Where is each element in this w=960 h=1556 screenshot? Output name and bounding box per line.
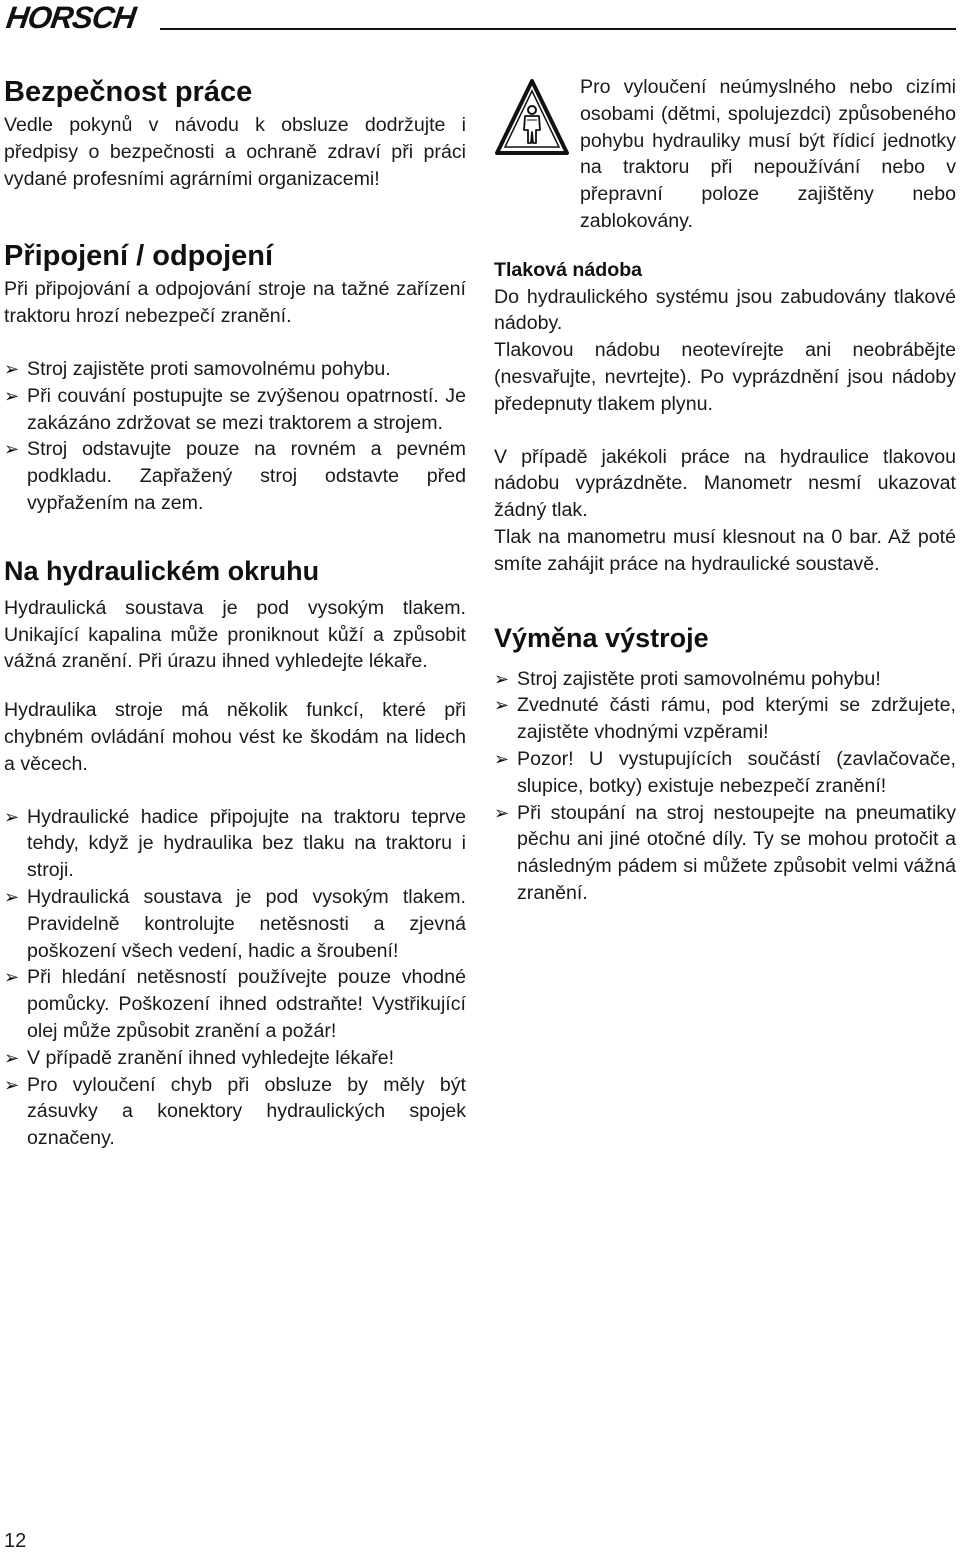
arrow-bullet-icon: ➢ (494, 748, 510, 769)
pressure-text-4: Tlak na manometru musí klesnout na 0 bar. Až poté smíte zahájit práce na hydraulické soustavě. (494, 525, 956, 575)
hydraulic-text-1: Hydraulická soustava je pod vysokým tlakem. Unikající kapalina může proniknout kůží a způsobit vážná zranění. Při úrazu ihned vyhledejte lékaře. (4, 596, 466, 673)
left-column (4, 70, 466, 1152)
pressure-vessel-title: Tlaková nádoba (494, 258, 643, 281)
parts-list (494, 666, 956, 907)
list-item: ➢ Při stoupání na stroj nestoupejte na pneumatiky pěchu ani jiné otočné díly. Ty se mohou protočit a následným pádem si můžete způsobit velmi vážná zranění. (494, 801, 956, 904)
arrow-bullet-icon: ➢ (4, 1074, 20, 1095)
list-item: ➢ V případě zranění ihned vyhledejte lékaře! (4, 1045, 466, 1072)
arrow-bullet-icon: ➢ (494, 802, 510, 823)
safety-title: Bezpečnost práce (4, 76, 253, 108)
list-item: ➢ Pro vyloučení chyb při obsluze by měly být zásuvky a konektory hydraulických spojek označeny. (4, 1073, 466, 1150)
pressure-text-2: Tlakovou nádobu neotevírejte ani neobrábějte (nesvařujte, nevrtejte). Po vyprázdnění jsou nádoby předepnuty tlakem plynu. (494, 339, 956, 415)
hydraulic-text-2: Hydraulika stroje má několik funkcí, které při chybném ovládání mohou vést ke škodám na lidech a věcech. (4, 699, 466, 775)
right-column (494, 70, 956, 907)
warning-block (494, 74, 956, 235)
page-number: 12 (4, 1530, 27, 1552)
list-item: ➢ Stroj odstavujte pouze na rovném a pevném podkladu. Zapřažený stroj odstavte před vypřažením na zem. (4, 438, 466, 514)
safety-text: Vedle pokynů v návodu k obsluze dodržujte i předpisy o bezpečnosti a ochraně zdraví při práci vydané profesními agrárními organizacemi! (4, 114, 466, 190)
list-item: ➢ Hydraulická soustava je pod vysokým tlakem. Pravidelně kontrolujte netěsnosti a zjevná poškození všech vedení, hadic a šroubení! (4, 885, 466, 962)
list-item: ➢ Zvednuté části rámu, pod kterými se zdržujete, zajistěte vhodnými vzpěrami! (494, 694, 956, 744)
arrow-bullet-icon: ➢ (4, 806, 20, 827)
arrow-bullet-icon: ➢ (4, 358, 20, 379)
arrow-bullet-icon: ➢ (4, 967, 20, 988)
warning-person-icon (494, 78, 570, 156)
list-item: ➢ Pozor! U vystupujících součástí (zavlačovače, slupice, botky) existuje nebezpečí zranění! (494, 747, 956, 797)
hydraulic-title: Na hydraulickém okruhu (4, 555, 320, 586)
parts-title: Výměna výstroje (494, 622, 709, 653)
pressure-text-3: V případě jakékoli práce na hydraulice tlakovou nádobu vyprázdněte. Manometr nesmí ukazovat žádný tlak. (494, 445, 956, 522)
list-item: ➢ Stroj zajistěte proti samovolnému pohybu. (4, 356, 466, 383)
pressure-text-1: Do hydraulického systému jsou zabudovány tlakové nádoby. (494, 285, 956, 335)
list-item: ➢ Stroj zajistěte proti samovolnému pohybu! (494, 666, 956, 693)
list-item: ➢ Při hledání netěsností používejte pouze vhodné pomůcky. Poškození ihned odstraňte! Vystřikující olej může způsobit zranění a požár! (4, 966, 466, 1042)
horsch-logo: HORSCH (4, 0, 138, 35)
header-rule (160, 28, 956, 30)
arrow-bullet-icon: ➢ (494, 695, 510, 716)
list-item: ➢ Při couvání postupujte se zvýšenou opatrností. Je zakázáno zdržovat se mezi traktorem a strojem. (4, 384, 466, 434)
arrow-bullet-icon: ➢ (4, 1047, 20, 1068)
arrow-bullet-icon: ➢ (4, 886, 20, 907)
arrow-bullet-icon: ➢ (494, 668, 510, 689)
arrow-bullet-icon: ➢ (4, 439, 20, 460)
coupling-text: Při připojování a odpojování stroje na tažné zařízení traktoru hrozí nebezpečí zranění. (4, 278, 466, 328)
hydraulic-list (4, 804, 466, 1152)
coupling-title: Připojení / odpojení (4, 240, 274, 273)
coupling-list (4, 356, 466, 517)
warning-text: Pro vyloučení neúmyslného nebo cizími osobami (dětmi, spolujezdci) způsobeného pohybu hydrauliky musí být řídicí jednotky na traktoru při nepoužívání nebo v přepravní poloze zajištěny nebo zablokovány. (580, 76, 956, 232)
list-item: ➢ Hydraulické hadice připojujte na traktoru teprve tehdy, když je hydraulika bez tlaku na traktoru i stroji. (4, 805, 466, 882)
arrow-bullet-icon: ➢ (4, 385, 20, 406)
